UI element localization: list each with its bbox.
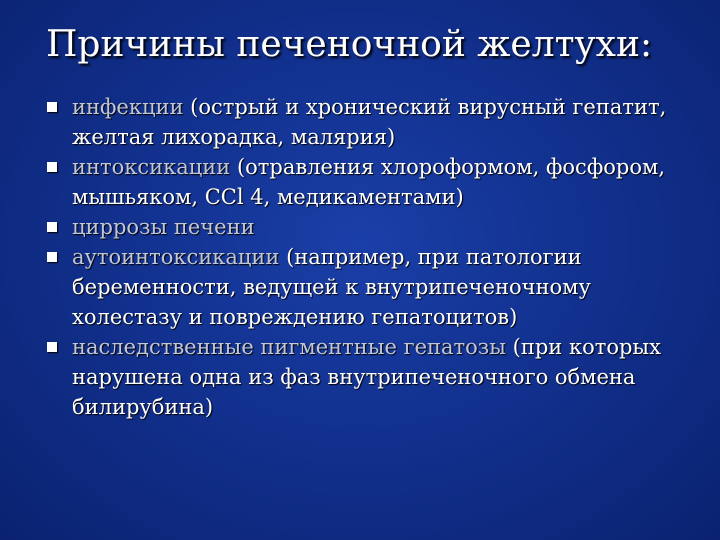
- bullet-item-infections: [46, 92, 686, 152]
- bullet-list: [46, 92, 686, 422]
- bullet-term: наследственные пигментные гепатозы: [72, 335, 506, 359]
- bullet-term: инфекции: [72, 95, 184, 119]
- slide-title: Причины печеночной желтухи:: [46, 24, 653, 65]
- square-bullet-icon: [47, 102, 57, 112]
- bullet-text: (острый и хронический вирусный гепатит, желтая лихорадка, малярия): [72, 95, 667, 149]
- square-bullet-icon: [47, 252, 57, 262]
- bullet-item-autointoxications: [46, 242, 686, 332]
- square-bullet-icon: [47, 342, 57, 352]
- square-bullet-icon: [47, 162, 57, 172]
- bullet-term: циррозы печени: [72, 215, 255, 239]
- bullet-item-hereditary-hepatoses: [46, 332, 686, 422]
- bullet-term: интоксикации: [72, 155, 231, 179]
- bullet-text: (при которых нарушена одна из фаз внутрипеченочного обмена билирубина): [72, 335, 661, 419]
- bullet-item-intoxications: [46, 152, 686, 212]
- bullet-text: (например, при патологии беременности, ведущей к внутрипеченочному холестазу и повреждению гепатоцитов): [72, 245, 591, 329]
- bullet-text: (отравления хлороформом, фосфором, мышьяком, ССl 4, медикаментами): [72, 155, 665, 209]
- square-bullet-icon: [47, 222, 57, 232]
- bullet-item-cirrhosis: [46, 212, 686, 242]
- bullet-term: аутоинтоксикации: [72, 245, 280, 269]
